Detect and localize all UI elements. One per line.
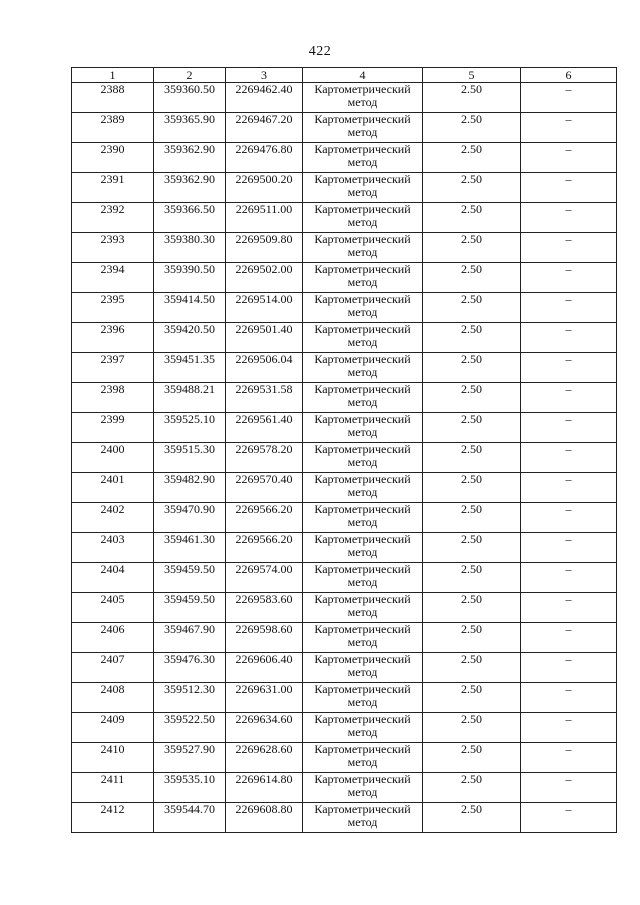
note-dash: – <box>521 533 617 563</box>
method-line-2: метод <box>347 485 378 499</box>
coordinate-x: 359544.70 <box>154 803 226 833</box>
point-number: 2403 <box>72 533 154 563</box>
method-line-2: метод <box>347 635 378 649</box>
method-line-2: метод <box>347 395 378 409</box>
method-cell <box>303 803 423 833</box>
method-line-2: метод <box>347 365 378 379</box>
table-row <box>72 83 617 113</box>
note-dash: – <box>521 413 617 443</box>
note-dash: – <box>521 593 617 623</box>
table-row <box>72 623 617 653</box>
point-number: 2394 <box>72 263 154 293</box>
method-line-1: Картометрический <box>314 562 411 576</box>
accuracy-value: 2.50 <box>423 263 521 293</box>
accuracy-value: 2.50 <box>423 233 521 263</box>
coordinate-y: 2269598.60 <box>226 623 303 653</box>
table-row <box>72 293 617 323</box>
table-row <box>72 473 617 503</box>
accuracy-value: 2.50 <box>423 203 521 233</box>
coordinate-x: 359362.90 <box>154 143 226 173</box>
method-line-1: Картометрический <box>314 262 411 276</box>
method-line-1: Картометрический <box>314 202 411 216</box>
note-dash: – <box>521 203 617 233</box>
coordinate-y: 2269634.60 <box>226 713 303 743</box>
coordinate-x: 359390.50 <box>154 263 226 293</box>
column-header-2: 2 <box>154 68 226 83</box>
table-row <box>72 533 617 563</box>
point-number: 2406 <box>72 623 154 653</box>
coordinate-y: 2269583.60 <box>226 593 303 623</box>
coordinate-x: 359522.50 <box>154 713 226 743</box>
coordinate-x: 359365.90 <box>154 113 226 143</box>
note-dash: – <box>521 263 617 293</box>
coordinate-y: 2269502.00 <box>226 263 303 293</box>
table-row <box>72 773 617 803</box>
coordinate-x: 359362.90 <box>154 173 226 203</box>
method-line-2: метод <box>347 95 378 109</box>
column-header-3: 3 <box>226 68 303 83</box>
note-dash: – <box>521 803 617 833</box>
coordinate-x: 359488.21 <box>154 383 226 413</box>
coordinate-x: 359420.50 <box>154 323 226 353</box>
accuracy-value: 2.50 <box>423 803 521 833</box>
point-number: 2392 <box>72 203 154 233</box>
coordinate-x: 359535.10 <box>154 773 226 803</box>
accuracy-value: 2.50 <box>423 173 521 203</box>
note-dash: – <box>521 383 617 413</box>
coordinate-y: 2269566.20 <box>226 533 303 563</box>
table-row <box>72 173 617 203</box>
coordinate-y: 2269467.20 <box>226 113 303 143</box>
table-row <box>72 683 617 713</box>
method-line-1: Картометрический <box>314 352 411 366</box>
coordinate-x: 359467.90 <box>154 623 226 653</box>
point-number: 2405 <box>72 593 154 623</box>
method-cell <box>303 503 423 533</box>
accuracy-value: 2.50 <box>423 113 521 143</box>
coordinate-x: 359380.30 <box>154 233 226 263</box>
method-line-1: Картометрический <box>314 532 411 546</box>
method-line-2: метод <box>347 605 378 619</box>
method-cell <box>303 353 423 383</box>
column-header-6: 6 <box>521 68 617 83</box>
point-number: 2404 <box>72 563 154 593</box>
method-line-1: Картометрический <box>314 682 411 696</box>
method-cell <box>303 533 423 563</box>
column-header-4: 4 <box>303 68 423 83</box>
method-cell <box>303 293 423 323</box>
method-line-1: Картометрический <box>314 442 411 456</box>
point-number: 2410 <box>72 743 154 773</box>
method-line-2: метод <box>347 425 378 439</box>
method-line-1: Картометрический <box>314 772 411 786</box>
method-cell <box>303 173 423 203</box>
coordinate-y: 2269606.40 <box>226 653 303 683</box>
coordinate-x: 359366.50 <box>154 203 226 233</box>
method-cell <box>303 563 423 593</box>
accuracy-value: 2.50 <box>423 623 521 653</box>
coordinate-x: 359527.90 <box>154 743 226 773</box>
method-line-2: метод <box>347 695 378 709</box>
table-row <box>72 713 617 743</box>
accuracy-value: 2.50 <box>423 353 521 383</box>
method-cell <box>303 233 423 263</box>
method-line-1: Картометрический <box>314 592 411 606</box>
page-number: 422 <box>308 44 332 59</box>
point-number: 2396 <box>72 323 154 353</box>
method-cell <box>303 323 423 353</box>
method-line-1: Картометрический <box>314 712 411 726</box>
method-line-1: Картометрический <box>314 322 411 336</box>
accuracy-value: 2.50 <box>423 323 521 353</box>
note-dash: – <box>521 113 617 143</box>
method-line-2: метод <box>347 515 378 529</box>
coordinate-y: 2269476.80 <box>226 143 303 173</box>
coordinate-x: 359459.50 <box>154 563 226 593</box>
coordinate-y: 2269500.20 <box>226 173 303 203</box>
note-dash: – <box>521 323 617 353</box>
table-row <box>72 143 617 173</box>
method-line-2: метод <box>347 575 378 589</box>
method-line-2: метод <box>347 335 378 349</box>
method-cell <box>303 653 423 683</box>
method-line-1: Картометрический <box>314 292 411 306</box>
point-number: 2400 <box>72 443 154 473</box>
coordinate-y: 2269631.00 <box>226 683 303 713</box>
table-row <box>72 803 617 833</box>
accuracy-value: 2.50 <box>423 503 521 533</box>
method-cell <box>303 113 423 143</box>
table-row <box>72 443 617 473</box>
coordinate-x: 359459.50 <box>154 593 226 623</box>
table-row <box>72 413 617 443</box>
method-line-2: метод <box>347 275 378 289</box>
table-header-row <box>72 68 617 83</box>
method-line-2: метод <box>347 665 378 679</box>
coordinate-y: 2269574.00 <box>226 563 303 593</box>
method-line-2: метод <box>347 455 378 469</box>
point-number: 2391 <box>72 173 154 203</box>
column-header-1: 1 <box>72 68 154 83</box>
method-cell <box>303 593 423 623</box>
method-line-1: Картометрический <box>314 502 411 516</box>
table-row <box>72 503 617 533</box>
note-dash: – <box>521 683 617 713</box>
coordinate-y: 2269628.60 <box>226 743 303 773</box>
method-cell <box>303 713 423 743</box>
table-row <box>72 233 617 263</box>
method-line-1: Картометрический <box>314 412 411 426</box>
accuracy-value: 2.50 <box>423 443 521 473</box>
accuracy-value: 2.50 <box>423 653 521 683</box>
accuracy-value: 2.50 <box>423 83 521 113</box>
point-number: 2398 <box>72 383 154 413</box>
method-line-2: метод <box>347 215 378 229</box>
coordinate-y: 2269531.58 <box>226 383 303 413</box>
method-line-2: метод <box>347 155 378 169</box>
table-row <box>72 353 617 383</box>
point-number: 2393 <box>72 233 154 263</box>
method-line-1: Картометрический <box>314 742 411 756</box>
method-line-1: Картометрический <box>314 172 411 186</box>
method-line-1: Картометрический <box>314 112 411 126</box>
accuracy-value: 2.50 <box>423 743 521 773</box>
note-dash: – <box>521 623 617 653</box>
coordinate-y: 2269578.20 <box>226 443 303 473</box>
coordinate-x: 359525.10 <box>154 413 226 443</box>
point-number: 2401 <box>72 473 154 503</box>
accuracy-value: 2.50 <box>423 473 521 503</box>
point-number: 2402 <box>72 503 154 533</box>
point-number: 2390 <box>72 143 154 173</box>
method-cell <box>303 83 423 113</box>
note-dash: – <box>521 233 617 263</box>
point-number: 2389 <box>72 113 154 143</box>
method-cell <box>303 263 423 293</box>
coordinate-y: 2269561.40 <box>226 413 303 443</box>
method-line-1: Картометрический <box>314 652 411 666</box>
point-number: 2395 <box>72 293 154 323</box>
method-line-2: метод <box>347 305 378 319</box>
accuracy-value: 2.50 <box>423 533 521 563</box>
method-line-2: метод <box>347 125 378 139</box>
coordinate-x: 359414.50 <box>154 293 226 323</box>
note-dash: – <box>521 173 617 203</box>
accuracy-value: 2.50 <box>423 683 521 713</box>
table-row <box>72 113 617 143</box>
coordinate-y: 2269511.00 <box>226 203 303 233</box>
note-dash: – <box>521 713 617 743</box>
coordinate-y: 2269506.04 <box>226 353 303 383</box>
method-line-2: метод <box>347 185 378 199</box>
accuracy-value: 2.50 <box>423 293 521 323</box>
method-cell <box>303 443 423 473</box>
table-body <box>72 83 617 833</box>
accuracy-value: 2.50 <box>423 713 521 743</box>
coordinate-x: 359482.90 <box>154 473 226 503</box>
method-cell <box>303 623 423 653</box>
coordinate-x: 359476.30 <box>154 653 226 683</box>
note-dash: – <box>521 503 617 533</box>
method-line-1: Картометрический <box>314 802 411 816</box>
method-cell <box>303 413 423 443</box>
method-line-1: Картометрический <box>314 232 411 246</box>
note-dash: – <box>521 473 617 503</box>
method-cell <box>303 203 423 233</box>
coordinate-y: 2269509.80 <box>226 233 303 263</box>
method-cell <box>303 143 423 173</box>
coordinate-x: 359470.90 <box>154 503 226 533</box>
table-row <box>72 563 617 593</box>
coordinate-y: 2269566.20 <box>226 503 303 533</box>
coordinate-y: 2269501.40 <box>226 323 303 353</box>
note-dash: – <box>521 443 617 473</box>
point-number: 2388 <box>72 83 154 113</box>
table-row <box>72 323 617 353</box>
method-cell <box>303 383 423 413</box>
method-line-1: Картометрический <box>314 472 411 486</box>
method-cell <box>303 473 423 503</box>
method-line-2: метод <box>347 245 378 259</box>
coordinate-x: 359451.35 <box>154 353 226 383</box>
coordinate-y: 2269614.80 <box>226 773 303 803</box>
method-line-2: метод <box>347 755 378 769</box>
method-cell <box>303 773 423 803</box>
accuracy-value: 2.50 <box>423 563 521 593</box>
coordinate-y: 2269570.40 <box>226 473 303 503</box>
note-dash: – <box>521 743 617 773</box>
accuracy-value: 2.50 <box>423 413 521 443</box>
table-row <box>72 203 617 233</box>
point-number: 2397 <box>72 353 154 383</box>
table-row <box>72 653 617 683</box>
method-line-2: метод <box>347 815 378 829</box>
accuracy-value: 2.50 <box>423 143 521 173</box>
note-dash: – <box>521 293 617 323</box>
column-header-5: 5 <box>423 68 521 83</box>
method-line-2: метод <box>347 785 378 799</box>
note-dash: – <box>521 563 617 593</box>
note-dash: – <box>521 83 617 113</box>
note-dash: – <box>521 143 617 173</box>
method-line-1: Картометрический <box>314 622 411 636</box>
coordinate-x: 359515.30 <box>154 443 226 473</box>
point-number: 2399 <box>72 413 154 443</box>
accuracy-value: 2.50 <box>423 383 521 413</box>
point-number: 2409 <box>72 713 154 743</box>
coordinate-x: 359360.50 <box>154 83 226 113</box>
method-line-2: метод <box>347 725 378 739</box>
coordinate-y: 2269462.40 <box>226 83 303 113</box>
note-dash: – <box>521 653 617 683</box>
table-row <box>72 263 617 293</box>
method-cell <box>303 743 423 773</box>
point-number: 2407 <box>72 653 154 683</box>
method-line-1: Картометрический <box>314 82 411 96</box>
table-row <box>72 743 617 773</box>
point-number: 2408 <box>72 683 154 713</box>
method-line-1: Картометрический <box>314 382 411 396</box>
point-number: 2411 <box>72 773 154 803</box>
method-cell <box>303 683 423 713</box>
table-row <box>72 593 617 623</box>
accuracy-value: 2.50 <box>423 593 521 623</box>
coordinate-y: 2269608.80 <box>226 803 303 833</box>
coordinate-x: 359512.30 <box>154 683 226 713</box>
note-dash: – <box>521 773 617 803</box>
table-row <box>72 383 617 413</box>
point-number: 2412 <box>72 803 154 833</box>
method-line-2: метод <box>347 545 378 559</box>
coordinates-table <box>71 67 617 833</box>
coordinate-x: 359461.30 <box>154 533 226 563</box>
accuracy-value: 2.50 <box>423 773 521 803</box>
note-dash: – <box>521 353 617 383</box>
coordinate-y: 2269514.00 <box>226 293 303 323</box>
method-line-1: Картометрический <box>314 142 411 156</box>
